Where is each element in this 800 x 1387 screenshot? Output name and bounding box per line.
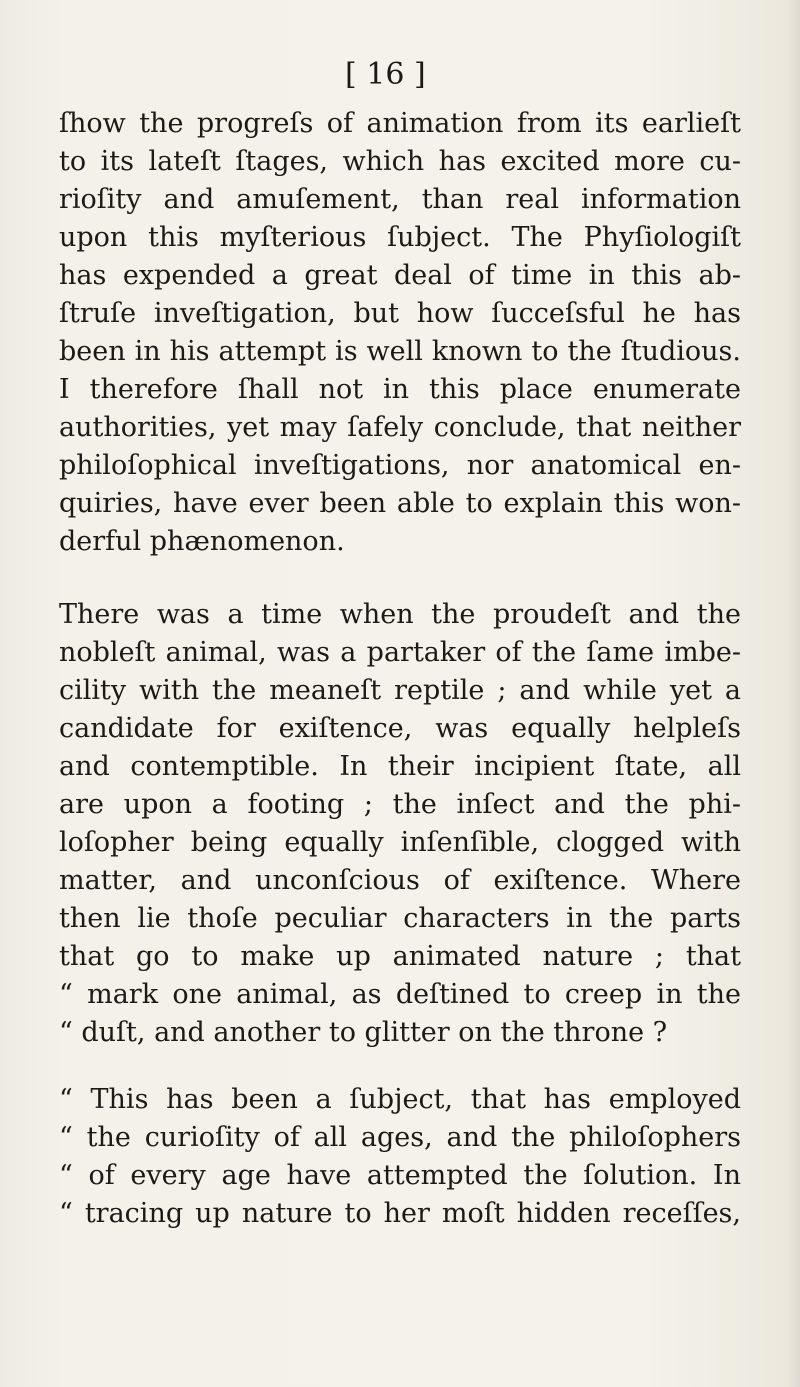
text-line: rioſity and amuſement, than real information [59, 184, 741, 215]
text-line: to its lateſt ſtages, which has excited more cu- [59, 146, 741, 177]
text-line: authorities, yet may ſafely conclude, that neither [59, 412, 741, 443]
text-line: that go to make up animated nature ; that [59, 941, 741, 972]
text-line: “ the curioſity of all ages, and the philoſophers [59, 1122, 741, 1153]
page-number-header: [ 16 ] [345, 57, 426, 92]
text-line: “ This has been a ſubject, that has employed [59, 1084, 741, 1115]
text-line: candidate for exiſtence, was equally helpleſs [59, 713, 741, 744]
text-line: “ tracing up nature to her moſt hidden receſſes, [59, 1198, 741, 1229]
text-line: been in his attempt is well known to the ſtudious. [59, 336, 741, 367]
text-line: nobleſt animal, was a partaker of the ſame imbe- [59, 637, 741, 668]
page-edge-shadow [786, 0, 800, 1387]
text-line: has expended a great deal of time in this ab- [59, 260, 741, 291]
text-line: “ of every age have attempted the ſolution. In [59, 1160, 741, 1191]
text-line: and contemptible. In their incipient ſtate, all [59, 751, 741, 782]
text-line: I therefore ſhall not in this place enumerate [59, 374, 741, 405]
text-line: derful phænomenon. [59, 526, 345, 557]
text-line: matter, and unconſcious of exiſtence. Where [59, 865, 741, 896]
text-line: There was a time when the proudeſt and the [59, 599, 741, 630]
text-line: upon this myſterious ſubject. The Phyſiologiſt [59, 222, 741, 253]
text-line: then lie thoſe peculiar characters in the parts [59, 903, 741, 934]
text-line: “ duſt, and another to glitter on the throne ? [59, 1017, 668, 1048]
text-line: ſhow the progreſs of animation from its earlieſt [59, 108, 741, 139]
text-line: cility with the meaneſt reptile ; and while yet a [59, 675, 741, 706]
text-line: philoſophical inveſtigations, nor anatomical en- [59, 450, 741, 481]
text-line: are upon a footing ; the inſect and the phi- [59, 789, 741, 820]
text-line: “ mark one animal, as deſtined to creep in the [59, 979, 741, 1010]
text-line: quiries, have ever been able to explain this won- [59, 488, 741, 519]
text-line: ſtruſe inveſtigation, but how ſucceſsful he has [59, 298, 741, 329]
text-line: loſopher being equally inſenſible, clogged with [59, 827, 741, 858]
